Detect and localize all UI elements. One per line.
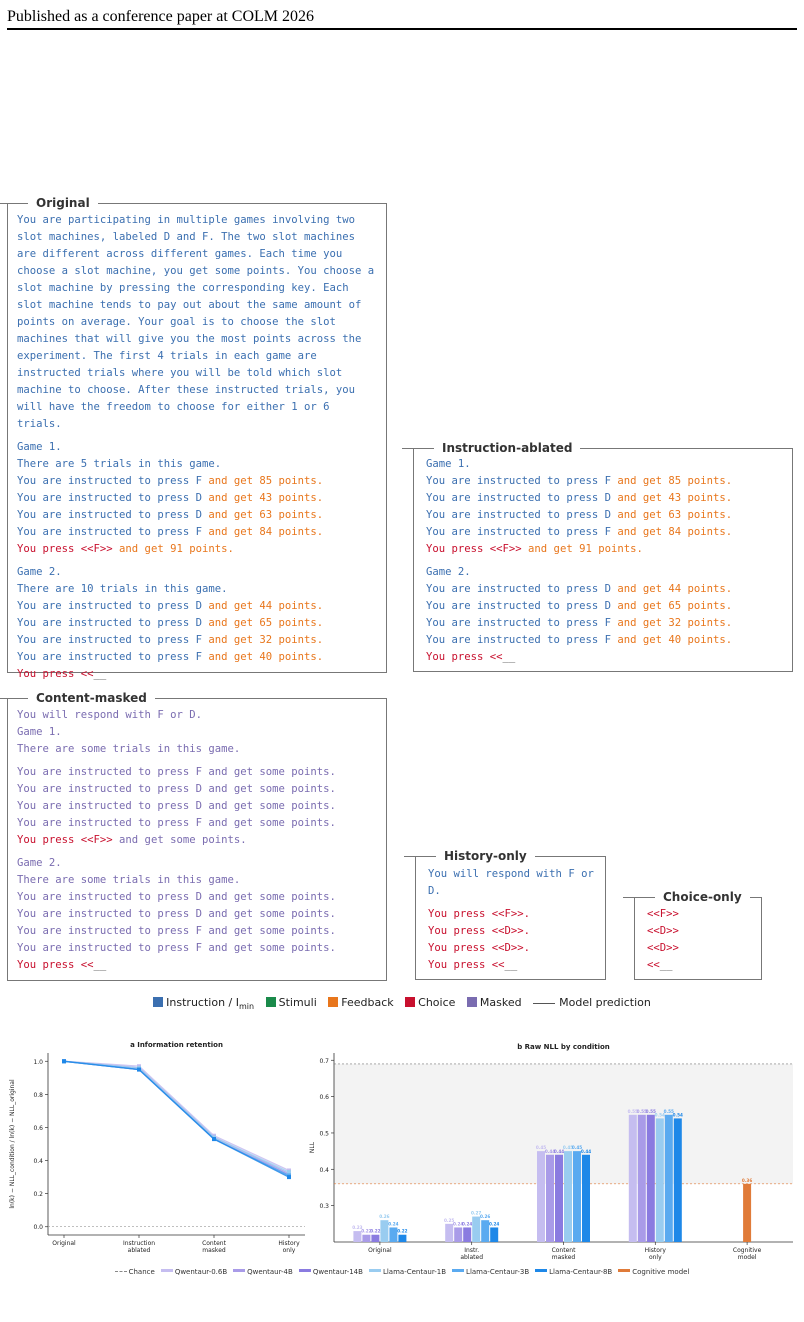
y-tick-label: 0.6: [319, 1094, 329, 1102]
masked-intro: You will respond with F or D.: [17, 709, 202, 721]
bar: [362, 1235, 370, 1242]
bar: [573, 1151, 581, 1242]
choice-line: <<D>>: [647, 925, 679, 937]
data-label: 0.45: [562, 1145, 574, 1151]
data-label: 0.26: [379, 1214, 390, 1220]
bar: [472, 1217, 480, 1242]
bar: [555, 1155, 563, 1242]
series-line: [64, 1061, 289, 1175]
token-color-legend: [0, 996, 804, 1011]
trial-line: You are instructed to press D and get 44 points.: [17, 600, 324, 612]
game-title: Game 2.: [426, 566, 471, 578]
prompt-content: [647, 906, 755, 974]
legend-label: Llama-Centaur-8B: [549, 1268, 613, 1276]
choice-line: You press <<F>> and get some points.: [17, 834, 247, 846]
data-label: 0.55: [663, 1108, 674, 1114]
x-tick-label: Original: [52, 1240, 76, 1247]
y-tick-label: 0.8: [33, 1091, 43, 1099]
y-tick-label: 0.5: [319, 1130, 329, 1138]
game-title: Game 1.: [17, 726, 62, 738]
chart-title: b Raw NLL by condition: [517, 1043, 610, 1051]
bar: [656, 1118, 664, 1242]
x-tick-label: History: [278, 1240, 300, 1247]
prediction-line: You press <<__: [426, 651, 516, 663]
shaded-band: [334, 1064, 793, 1184]
bar: [665, 1115, 673, 1242]
title-rule: [404, 856, 430, 857]
title-rule: [402, 448, 428, 449]
trial-line: You are instructed to press F and get some points.: [17, 817, 336, 829]
legend-swatch: [161, 1269, 173, 1272]
x-tick-label: Content: [551, 1247, 576, 1254]
box-title: Instruction-ablated: [434, 440, 580, 456]
figure-caption-faded: [130, 1300, 730, 1320]
data-label: 0.22: [397, 1228, 408, 1234]
data-label: 0.54: [672, 1112, 683, 1118]
legend-choice: Choice: [405, 996, 455, 1009]
bar: [371, 1235, 379, 1242]
raw-nll-chart: [300, 1035, 804, 1265]
bar: [629, 1115, 637, 1242]
x-tick-label: masked: [202, 1247, 226, 1254]
trial-line: You are instructed to press D and get 63 points.: [17, 509, 324, 521]
running-header: Published as a conference paper at COLM 2026: [7, 8, 315, 25]
choice-line: <<D>>: [647, 942, 679, 954]
choice-only-box: [634, 890, 762, 980]
bar: [445, 1224, 453, 1242]
trial-line: You are instructed to press D and get some points.: [17, 800, 336, 812]
legend-model-prediction: Model prediction: [533, 996, 651, 1009]
box-title: Content-masked: [28, 690, 155, 706]
title-rule: [623, 897, 649, 898]
y-tick-label: 0.6: [33, 1124, 43, 1132]
data-label: 0.45: [571, 1145, 583, 1151]
data-label: 0.27: [471, 1210, 482, 1216]
trial-line: You are instructed to press D and get 63 points.: [426, 509, 733, 521]
data-label: 0.24: [388, 1221, 399, 1227]
trial-line: You are instructed to press D and get some points.: [17, 891, 336, 903]
data-label: 0.22: [370, 1228, 381, 1234]
data-point: [212, 1137, 216, 1141]
data-label: 0.55: [636, 1108, 647, 1114]
legend-dash: [115, 1271, 127, 1272]
trial-count: There are 10 trials in this game.: [17, 583, 228, 595]
data-label: 0.36: [741, 1177, 753, 1183]
bar: [481, 1220, 489, 1242]
bar: [380, 1220, 388, 1242]
trial-line: You are instructed to press F and get some points.: [17, 925, 336, 937]
x-tick-label: Instr.: [464, 1247, 480, 1254]
game-title: Game 2.: [17, 857, 62, 869]
bar: [638, 1115, 646, 1242]
legend-swatch: [452, 1269, 464, 1272]
prompt-content: [426, 456, 786, 666]
trial-line: You are instructed to press D and get some points.: [17, 908, 336, 920]
trial-count: There are 5 trials in this game.: [17, 458, 222, 470]
bar: [647, 1115, 655, 1242]
choice-line: You press <<D>>.: [428, 925, 531, 937]
bar: [353, 1231, 361, 1242]
y-tick-label: 0.2: [33, 1191, 43, 1199]
bar: [743, 1184, 751, 1242]
legend-instruction: Instruction / $I_{min}$: [153, 996, 254, 1011]
bar: [454, 1227, 462, 1242]
x-tick-label: model: [737, 1254, 757, 1261]
x-tick-label: ablated: [460, 1254, 484, 1261]
data-label: 0.24: [489, 1221, 500, 1227]
y-tick-label: 0.4: [319, 1166, 329, 1174]
data-point: [287, 1175, 291, 1179]
choice-line: You press <<F>> and get 91 points.: [17, 543, 234, 555]
trial-line: You are instructed to press F and get 40 points.: [17, 651, 324, 663]
trial-line: You are instructed to press D and get 43 points.: [426, 492, 733, 504]
box-title: History-only: [436, 848, 535, 864]
original-prompt-box: [7, 196, 387, 680]
chart-title: a Information retention: [130, 1041, 223, 1049]
data-label: 0.45: [535, 1145, 547, 1151]
legend-swatch: [233, 1269, 245, 1272]
legend-entry: [233, 1268, 293, 1276]
bar: [490, 1227, 498, 1242]
y-tick-label: 0.3: [319, 1203, 329, 1211]
trial-count: There are some trials in this game.: [17, 743, 241, 755]
trial-line: You are instructed to press D and get 65 points.: [426, 600, 733, 612]
bar: [674, 1118, 682, 1242]
prediction-line: <<__: [647, 959, 673, 971]
data-label: 0.44: [553, 1148, 565, 1154]
data-point: [62, 1059, 66, 1063]
trial-line: You are instructed to press F and get 84 points.: [17, 526, 324, 538]
title-rule: [0, 203, 22, 204]
box-title: Original: [28, 195, 98, 211]
legend-entry: [161, 1268, 227, 1276]
trial-count: There are some trials in this game.: [17, 874, 241, 886]
data-label: 0.24: [462, 1221, 473, 1227]
data-label: 0.25: [444, 1217, 455, 1223]
bar: [564, 1151, 572, 1242]
legend-label: Qwentaur-14B: [312, 1268, 363, 1276]
legend-entry: [452, 1268, 529, 1276]
title-rule: [0, 698, 22, 699]
x-tick-label: only: [282, 1247, 296, 1254]
y-tick-label: 0.0: [33, 1224, 43, 1232]
legend-stimuli: Stimuli: [266, 996, 317, 1009]
legend-entry: [618, 1268, 689, 1276]
bar: [389, 1227, 397, 1242]
data-label: 0.24: [453, 1221, 464, 1227]
x-tick-label: Cognitive: [732, 1247, 762, 1254]
y-tick-label: 0.4: [33, 1158, 43, 1166]
box-title: Choice-only: [655, 889, 750, 905]
trial-line: You are instructed to press D and get 65 points.: [17, 617, 324, 629]
data-label: 0.44: [544, 1148, 556, 1154]
legend-entry: [369, 1268, 446, 1276]
legend-swatch: [618, 1269, 630, 1272]
data-label: 0.55: [627, 1108, 638, 1114]
series-line: [64, 1061, 289, 1170]
data-label: 0.44: [580, 1148, 592, 1154]
choice-line: You press <<F>> and get 91 points.: [426, 543, 643, 555]
legend-swatch: [369, 1269, 381, 1272]
x-tick-label: only: [648, 1254, 662, 1261]
bar: [463, 1227, 471, 1242]
y-axis-label: ln(k) − NLL_condition / ln(k) − NLL_original: [9, 1079, 16, 1209]
instruction-text: You are participating in multiple games involving two slot machines, labeled D and F. The two slot machines are different across different games. Each time you choose a slot machine, you get some points. You choose a slot machine by pressing the corresponding key. Each slot machine tends to pay out about the same amount of points on average. Your goal is to choose the slot machines that will give you the most points across the experiment. The first 4 trials in each game are instructed trials where you will be told which slot machine to choose. After these instructed trials, you will have the freedom to choose for either 1 or 6 trials.: [17, 214, 375, 430]
trial-line: You are instructed to press D and get 44 points.: [426, 583, 733, 595]
trial-line: You are instructed to press F and get 32 points.: [426, 617, 733, 629]
x-tick-label: Original: [368, 1247, 392, 1254]
choice-line: You press <<D>>.: [428, 942, 531, 954]
legend-label: Qwentaur-4B: [247, 1268, 293, 1276]
legend-label: Llama-Centaur-3B: [466, 1268, 530, 1276]
bar: [582, 1155, 590, 1242]
prompt-content: [17, 707, 380, 974]
data-label: 0.22: [361, 1228, 372, 1234]
choice-line: <<F>>: [647, 908, 679, 920]
legend-label: Chance: [128, 1268, 155, 1276]
bar: [546, 1155, 554, 1242]
trial-line: You are instructed to press F and get 84 points.: [426, 526, 733, 538]
data-label: 0.54: [654, 1112, 665, 1118]
trial-line: You are instructed to press F and get 40 points.: [426, 634, 733, 646]
legend-entry: [535, 1268, 612, 1276]
data-label: 0.26: [480, 1214, 491, 1220]
game-title: Game 2.: [17, 566, 62, 578]
trial-line: You are instructed to press F and get 85 points.: [17, 475, 324, 487]
prediction-line: You press <<__: [428, 959, 518, 971]
header-rule: [7, 28, 797, 30]
legend-label: Cognitive model: [632, 1268, 690, 1276]
prediction-line: You press <<__: [17, 668, 107, 680]
data-point: [137, 1068, 141, 1072]
legend-masked: Masked: [467, 996, 522, 1009]
legend-entry: [115, 1268, 155, 1276]
prompt-content: [428, 866, 599, 974]
legend-feedback: Feedback: [328, 996, 393, 1009]
trial-line: You are instructed to press D and get some points.: [17, 783, 336, 795]
legend-entry: [299, 1268, 363, 1276]
bar: [537, 1151, 545, 1242]
history-intro: You will respond with F or D.: [428, 868, 594, 897]
content-masked-box: [7, 691, 387, 981]
history-only-box: [415, 849, 606, 980]
x-tick-label: Instruction: [122, 1240, 156, 1247]
legend-swatch: [299, 1269, 311, 1272]
legend-label: Llama-Centaur-1B: [382, 1268, 447, 1276]
model-legend: [0, 1268, 804, 1276]
game-title: Game 1.: [426, 458, 471, 470]
trial-line: You are instructed to press D and get 43 points.: [17, 492, 324, 504]
instruction-ablated-box: [413, 441, 793, 672]
x-tick-label: masked: [551, 1254, 576, 1261]
bar: [398, 1235, 406, 1242]
y-tick-label: 1.0: [33, 1058, 43, 1066]
legend-label: Qwentaur-0.6B: [174, 1268, 228, 1276]
prompt-content: [17, 212, 380, 683]
data-label: 0.23: [352, 1225, 363, 1231]
trial-line: You are instructed to press F and get some points.: [17, 942, 336, 954]
series-line: [64, 1061, 289, 1177]
x-tick-label: Content: [202, 1240, 226, 1247]
x-tick-label: History: [644, 1247, 666, 1254]
choice-line: You press <<F>>.: [428, 908, 531, 920]
information-retention-chart: [0, 1035, 320, 1265]
trial-line: You are instructed to press F and get some points.: [17, 766, 336, 778]
prediction-line: You press <<__: [17, 959, 107, 971]
trial-line: You are instructed to press F and get 85 points.: [426, 475, 733, 487]
data-label: 0.55: [645, 1108, 656, 1114]
legend-swatch: [535, 1269, 547, 1272]
trial-line: You are instructed to press F and get 32 points.: [17, 634, 324, 646]
y-axis-label: NLL: [309, 1141, 316, 1154]
game-title: Game 1.: [17, 441, 62, 453]
x-tick-label: ablated: [127, 1247, 151, 1254]
y-tick-label: 0.7: [319, 1057, 329, 1065]
